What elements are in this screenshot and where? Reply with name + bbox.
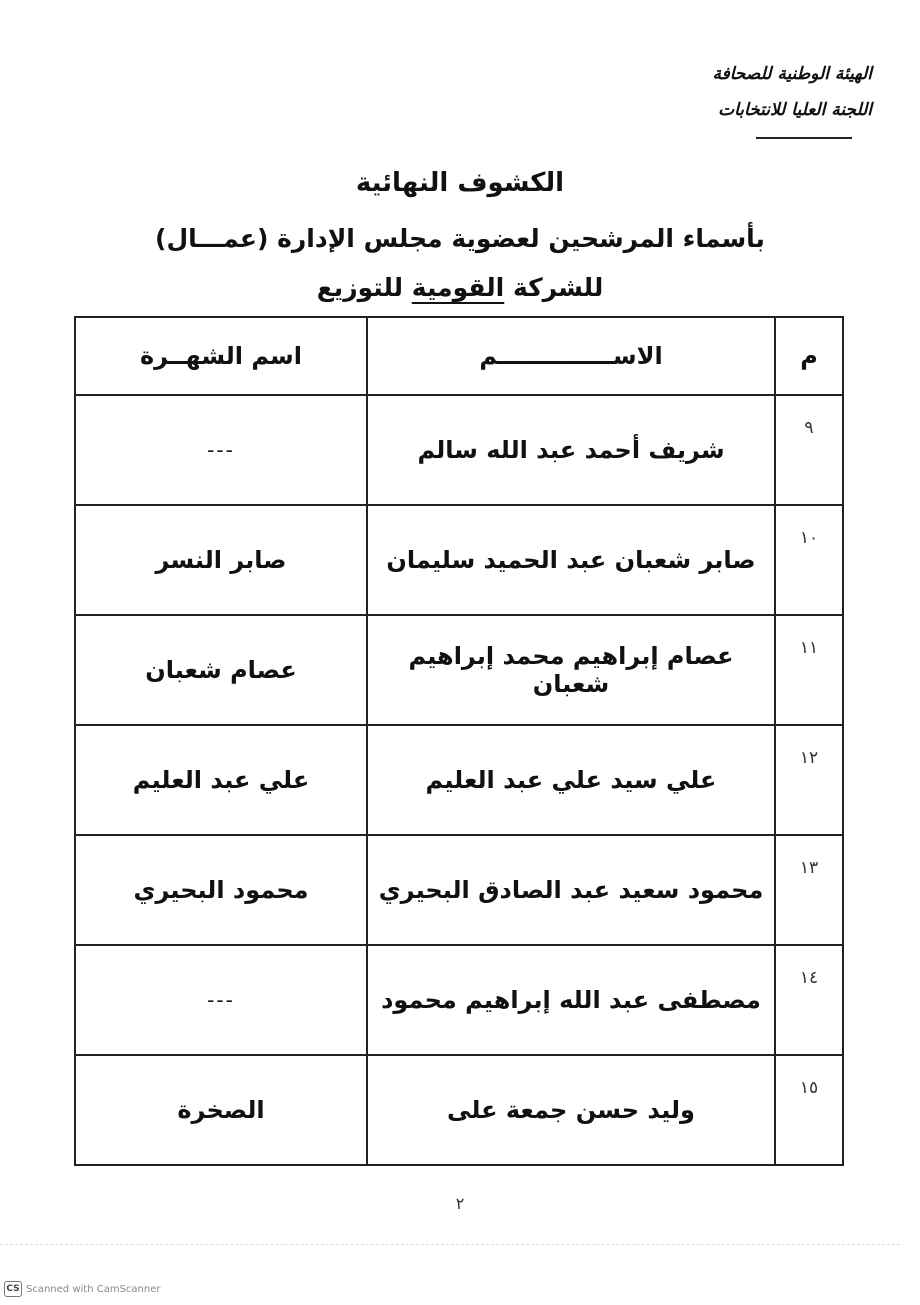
table-row bbox=[75, 1055, 843, 1165]
row-number: ١٢ bbox=[775, 725, 843, 835]
candidate-name: عصام إبراهيم محمد إبراهيم شعبان bbox=[367, 615, 775, 725]
company-title-underlined: القومية bbox=[411, 273, 505, 302]
table-row bbox=[75, 505, 843, 615]
row-number: ١١ bbox=[775, 615, 843, 725]
row-number: ١٤ bbox=[775, 945, 843, 1055]
candidates-table bbox=[74, 316, 844, 1166]
candidate-name: صابر شعبان عبد الحميد سليمان bbox=[367, 505, 775, 615]
scan-artifact-line bbox=[0, 1244, 900, 1246]
committee-name: اللجنة العليا للانتخابات bbox=[718, 100, 872, 120]
company-title-post: للتوزيع bbox=[316, 273, 412, 302]
watermark-text: Scanned with CamScanner bbox=[26, 1283, 161, 1295]
organization-name: الهيئة الوطنية للصحافة bbox=[712, 64, 872, 84]
candidate-nickname: علي عبد العليم bbox=[75, 725, 367, 835]
organization-header bbox=[612, 56, 872, 128]
header-underline bbox=[756, 137, 852, 139]
row-number: ١٣ bbox=[775, 835, 843, 945]
table-row bbox=[75, 945, 843, 1055]
candidate-nickname: الصخرة bbox=[75, 1055, 367, 1165]
document-title: الكشوف النهائية bbox=[355, 168, 565, 198]
candidate-name: محمود سعيد عبد الصادق البحيري bbox=[367, 835, 775, 945]
candidate-nickname: صابر النسر bbox=[75, 505, 367, 615]
table-header-row bbox=[75, 317, 843, 395]
page-number: ٢ bbox=[455, 1194, 465, 1213]
candidate-name: وليد حسن جمعة على bbox=[367, 1055, 775, 1165]
candidate-name: شريف أحمد عبد الله سالم bbox=[367, 395, 775, 505]
candidate-nickname: محمود البحيري bbox=[75, 835, 367, 945]
candidate-nickname: --- bbox=[75, 395, 367, 505]
table-row bbox=[75, 395, 843, 505]
column-header-name: الاســــــــــــــم bbox=[367, 317, 775, 395]
row-number: ١٠ bbox=[775, 505, 843, 615]
candidate-name: مصطفى عبد الله إبراهيم محمود bbox=[367, 945, 775, 1055]
candidate-nickname: --- bbox=[75, 945, 367, 1055]
company-title-pre: للشركة bbox=[504, 273, 604, 302]
column-header-nickname: اسم الشهــرة bbox=[75, 317, 367, 395]
table-row bbox=[75, 835, 843, 945]
row-number: ٩ bbox=[775, 395, 843, 505]
camscanner-logo-icon: CS bbox=[4, 1281, 22, 1297]
candidate-nickname: عصام شعبان bbox=[75, 615, 367, 725]
column-header-number: م bbox=[775, 317, 843, 395]
table-row bbox=[75, 725, 843, 835]
row-number: ١٥ bbox=[775, 1055, 843, 1165]
document-subtitle: بأسماء المرشحين لعضوية مجلس الإدارة (عمـــال) bbox=[155, 224, 765, 253]
candidate-name: علي سيد علي عبد العليم bbox=[367, 725, 775, 835]
camscanner-watermark bbox=[4, 1281, 161, 1297]
table-row bbox=[75, 615, 843, 725]
company-title bbox=[0, 273, 920, 302]
